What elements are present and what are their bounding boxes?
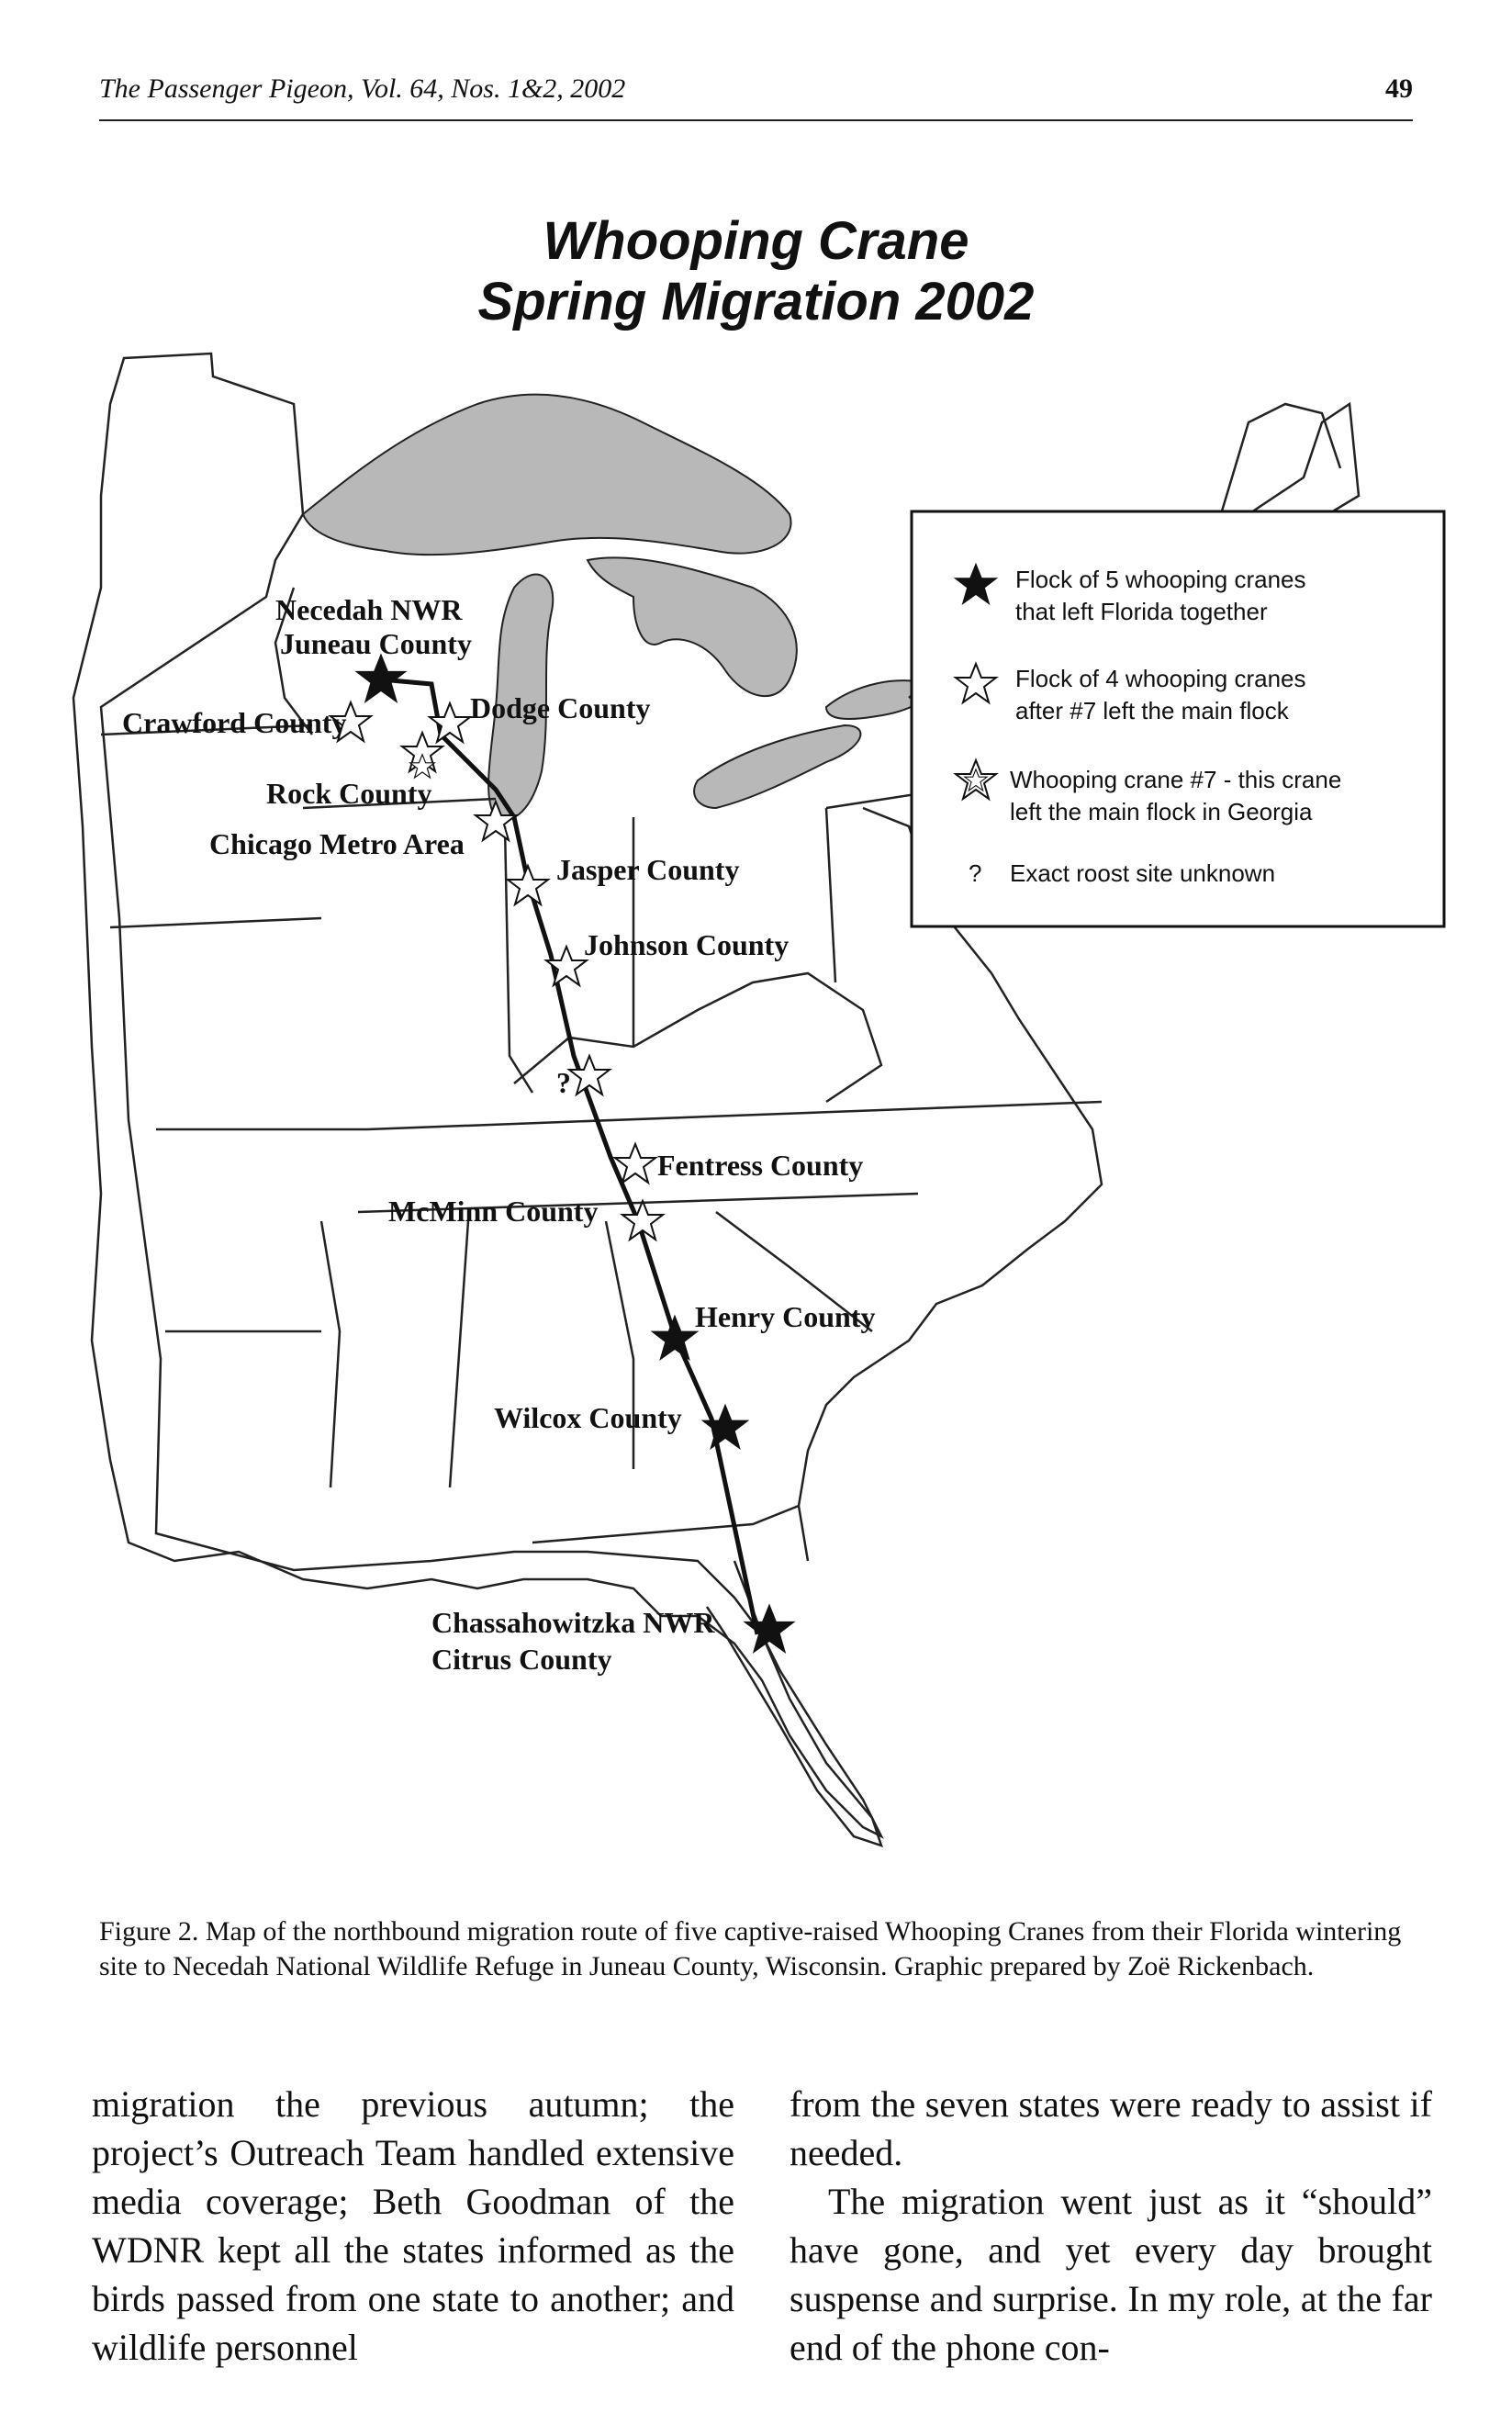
label-unknown: ? bbox=[556, 1066, 571, 1099]
legend-question-mark: ? bbox=[969, 859, 982, 887]
body-column-left bbox=[92, 2080, 734, 2372]
label-juneau: Juneau County bbox=[280, 627, 472, 660]
label-mcminn: McMinn County bbox=[388, 1195, 599, 1228]
body-paragraph: from the seven states were ready to assist if needed. bbox=[790, 2083, 1432, 2173]
journal-citation: The Passenger Pigeon, Vol. 64, Nos. 1&2, 2002 bbox=[99, 73, 626, 104]
legend-2-line1: Flock of 4 whooping cranes bbox=[1015, 665, 1306, 692]
lake-huron bbox=[588, 557, 797, 696]
figure-caption: Figure 2. Map of the northbound migration route of five captive-raised Whooping Cranes from their Florida wintering site to Necedah National Wildlife Refuge in Juneau County, Wisconsin. Graphic prepared by Zoë Rickenbach. bbox=[99, 1916, 1402, 1981]
legend-2-line2: after #7 left the main flock bbox=[1015, 697, 1289, 724]
map-legend bbox=[912, 511, 1444, 926]
body-paragraph: The migration went just as it “should” have gone, and yet every day brought suspense and surprise. In my role, at the far end of the phone con- bbox=[790, 2181, 1432, 2368]
filled-star-icon bbox=[354, 653, 407, 703]
label-wilcox: Wilcox County bbox=[494, 1401, 682, 1434]
label-chicago: Chicago Metro Area bbox=[209, 827, 465, 860]
label-jasper: Jasper County bbox=[556, 853, 740, 886]
filled-star-icon bbox=[651, 1315, 700, 1361]
label-dodge: Dodge County bbox=[470, 691, 651, 724]
label-citrus: Citrus County bbox=[431, 1643, 612, 1676]
florida bbox=[707, 1561, 881, 1846]
legend-3-line2: left the main flock in Georgia bbox=[1010, 798, 1313, 825]
maine bbox=[1221, 404, 1340, 514]
label-henry: Henry County bbox=[695, 1300, 876, 1333]
ga-fl-border bbox=[532, 1506, 799, 1543]
ms-west bbox=[321, 1221, 340, 1487]
map-title-line1: Whooping Crane bbox=[543, 211, 969, 271]
label-chassahowitzka: Chassahowitzka NWR bbox=[431, 1606, 715, 1639]
lake-erie bbox=[694, 725, 860, 808]
oh-pa-border bbox=[826, 808, 835, 982]
ky-tn-border bbox=[367, 1102, 1102, 1129]
outline-star-icon bbox=[508, 866, 548, 904]
label-rock: Rock County bbox=[266, 777, 432, 810]
legend-1-line2: that left Florida together bbox=[1015, 598, 1268, 625]
ms-al-border bbox=[450, 1221, 468, 1487]
legend-4-line1: Exact roost site unknown bbox=[1010, 859, 1276, 887]
label-necedah: Necedah NWR bbox=[275, 593, 463, 626]
body-column-right bbox=[790, 2080, 1432, 2372]
body-paragraph: migration the previous autumn; the project’s Outreach Team handled extensive media coverage; Beth Goodman of the WDNR kept all the states informed as the birds passed from one state to another; and wildlife personnel bbox=[92, 2083, 734, 2368]
legend-1-line1: Flock of 5 whooping cranes bbox=[1015, 566, 1306, 593]
map-title-line2: Spring Migration 2002 bbox=[477, 272, 1035, 331]
legend-3-line1: Whooping crane #7 - this crane bbox=[1010, 766, 1342, 793]
label-johnson: Johnson County bbox=[584, 928, 790, 961]
page-number: 49 bbox=[1385, 73, 1413, 104]
lake-superior bbox=[303, 395, 791, 556]
ia-mo-border bbox=[110, 918, 321, 927]
label-crawford: Crawford County bbox=[122, 706, 347, 739]
label-fentress: Fentress County bbox=[657, 1149, 864, 1182]
